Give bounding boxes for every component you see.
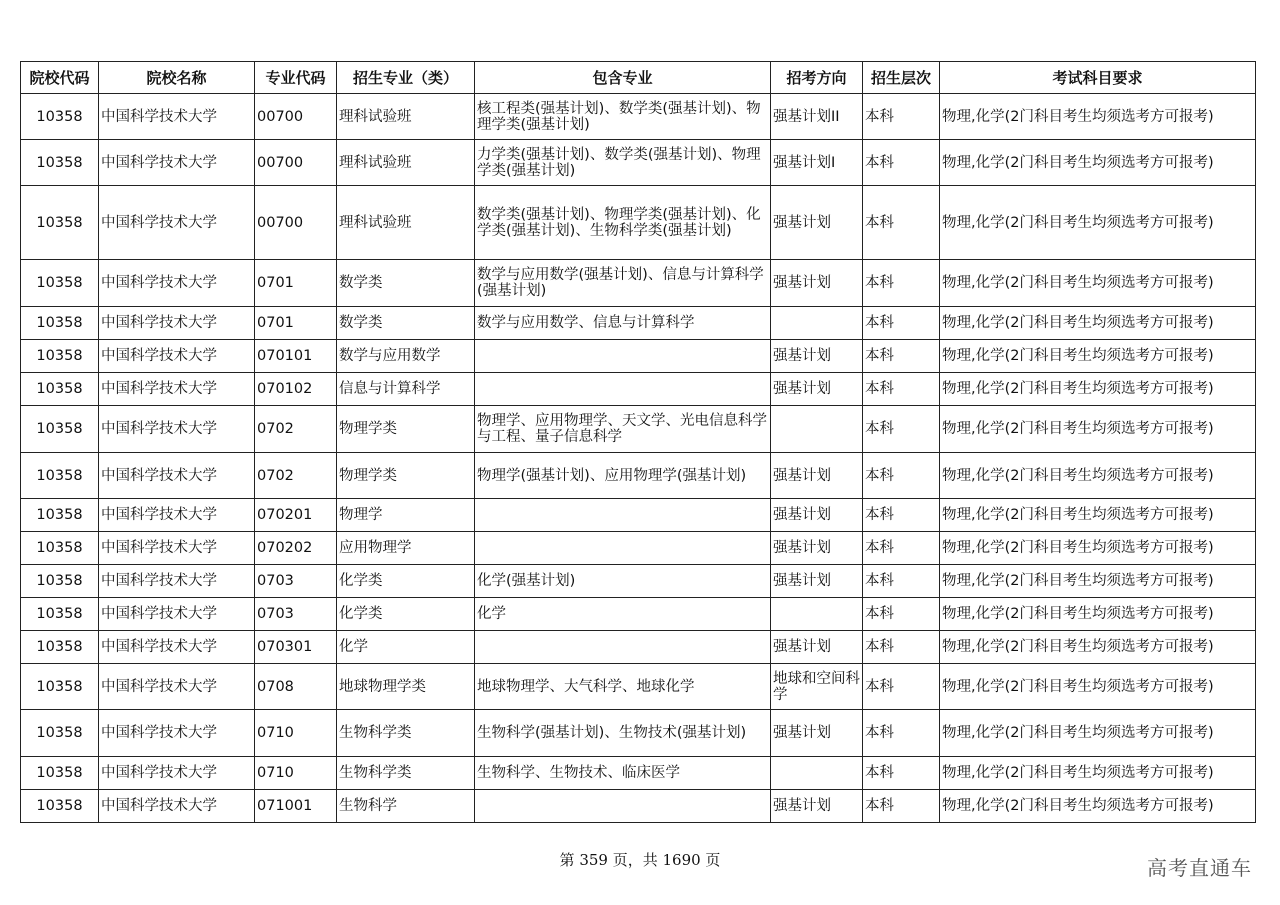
included-majors-cell: 数学与应用数学(强基计划)、信息与计算科学(强基计划) bbox=[475, 260, 771, 307]
major-name-cell: 数学与应用数学 bbox=[337, 340, 475, 373]
included-majors-cell bbox=[475, 631, 771, 664]
school-code-cell: 10358 bbox=[21, 757, 99, 790]
school-name-cell: 中国科学技术大学 bbox=[99, 790, 255, 823]
subject-requirement-cell: 物理,化学(2门科目考生均须选考方可报考) bbox=[940, 710, 1256, 757]
table-body bbox=[21, 94, 1256, 823]
school-name-cell: 中国科学技术大学 bbox=[99, 664, 255, 710]
major-code-cell: 070201 bbox=[255, 499, 337, 532]
school-code-cell: 10358 bbox=[21, 307, 99, 340]
table-row bbox=[21, 631, 1256, 664]
subject-requirement-cell: 物理,化学(2门科目考生均须选考方可报考) bbox=[940, 140, 1256, 186]
major-name-cell: 理科试验班 bbox=[337, 140, 475, 186]
included-majors-cell: 化学(强基计划) bbox=[475, 565, 771, 598]
table-row bbox=[21, 710, 1256, 757]
major-code-cell: 0701 bbox=[255, 260, 337, 307]
table-row bbox=[21, 260, 1256, 307]
school-code-cell: 10358 bbox=[21, 499, 99, 532]
major-code-cell: 070102 bbox=[255, 373, 337, 406]
school-name-cell: 中国科学技术大学 bbox=[99, 260, 255, 307]
direction-cell: 强基计划 bbox=[771, 186, 863, 260]
table-row bbox=[21, 186, 1256, 260]
level-cell: 本科 bbox=[863, 710, 940, 757]
major-name-cell: 化学 bbox=[337, 631, 475, 664]
subject-requirement-cell: 物理,化学(2门科目考生均须选考方可报考) bbox=[940, 790, 1256, 823]
major-code-cell: 0710 bbox=[255, 757, 337, 790]
major-name-cell: 物理学类 bbox=[337, 406, 475, 453]
major-code-cell: 0708 bbox=[255, 664, 337, 710]
school-code-cell: 10358 bbox=[21, 565, 99, 598]
level-cell: 本科 bbox=[863, 453, 940, 499]
school-name-cell: 中国科学技术大学 bbox=[99, 565, 255, 598]
col-header-included-majors: 包含专业 bbox=[475, 62, 771, 94]
major-code-cell: 070301 bbox=[255, 631, 337, 664]
school-code-cell: 10358 bbox=[21, 140, 99, 186]
school-code-cell: 10358 bbox=[21, 340, 99, 373]
table-row bbox=[21, 453, 1256, 499]
level-cell: 本科 bbox=[863, 340, 940, 373]
school-name-cell: 中国科学技术大学 bbox=[99, 340, 255, 373]
school-name-cell: 中国科学技术大学 bbox=[99, 94, 255, 140]
level-cell: 本科 bbox=[863, 94, 940, 140]
included-majors-cell: 物理学、应用物理学、天文学、光电信息科学与工程、量子信息科学 bbox=[475, 406, 771, 453]
level-cell: 本科 bbox=[863, 532, 940, 565]
direction-cell: 强基计划 bbox=[771, 499, 863, 532]
school-code-cell: 10358 bbox=[21, 373, 99, 406]
major-name-cell: 物理学类 bbox=[337, 453, 475, 499]
col-header-major: 招生专业（类） bbox=[337, 62, 475, 94]
direction-cell: 强基计划 bbox=[771, 453, 863, 499]
included-majors-cell bbox=[475, 373, 771, 406]
subject-requirement-cell: 物理,化学(2门科目考生均须选考方可报考) bbox=[940, 565, 1256, 598]
school-name-cell: 中国科学技术大学 bbox=[99, 406, 255, 453]
level-cell: 本科 bbox=[863, 499, 940, 532]
subject-requirement-cell: 物理,化学(2门科目考生均须选考方可报考) bbox=[940, 631, 1256, 664]
included-majors-cell: 核工程类(强基计划)、数学类(强基计划)、物理学类(强基计划) bbox=[475, 94, 771, 140]
major-name-cell: 生物科学类 bbox=[337, 710, 475, 757]
major-name-cell: 信息与计算科学 bbox=[337, 373, 475, 406]
admissions-table bbox=[20, 61, 1256, 823]
major-name-cell: 化学类 bbox=[337, 598, 475, 631]
included-majors-cell: 地球物理学、大气科学、地球化学 bbox=[475, 664, 771, 710]
included-majors-cell bbox=[475, 499, 771, 532]
level-cell: 本科 bbox=[863, 565, 940, 598]
school-name-cell: 中国科学技术大学 bbox=[99, 710, 255, 757]
major-name-cell: 理科试验班 bbox=[337, 186, 475, 260]
level-cell: 本科 bbox=[863, 140, 940, 186]
table-row bbox=[21, 790, 1256, 823]
level-cell: 本科 bbox=[863, 373, 940, 406]
school-code-cell: 10358 bbox=[21, 406, 99, 453]
table-row bbox=[21, 757, 1256, 790]
major-code-cell: 0702 bbox=[255, 406, 337, 453]
table-row bbox=[21, 340, 1256, 373]
col-header-school-name: 院校名称 bbox=[99, 62, 255, 94]
col-header-school-code: 院校代码 bbox=[21, 62, 99, 94]
subject-requirement-cell: 物理,化学(2门科目考生均须选考方可报考) bbox=[940, 453, 1256, 499]
direction-cell: 强基计划 bbox=[771, 532, 863, 565]
direction-cell: 强基计划 bbox=[771, 260, 863, 307]
major-name-cell: 生物科学类 bbox=[337, 757, 475, 790]
school-code-cell: 10358 bbox=[21, 260, 99, 307]
major-name-cell: 应用物理学 bbox=[337, 532, 475, 565]
table-row bbox=[21, 664, 1256, 710]
school-code-cell: 10358 bbox=[21, 453, 99, 499]
major-code-cell: 070101 bbox=[255, 340, 337, 373]
subject-requirement-cell: 物理,化学(2门科目考生均须选考方可报考) bbox=[940, 373, 1256, 406]
school-name-cell: 中国科学技术大学 bbox=[99, 140, 255, 186]
major-code-cell: 0710 bbox=[255, 710, 337, 757]
level-cell: 本科 bbox=[863, 664, 940, 710]
school-name-cell: 中国科学技术大学 bbox=[99, 757, 255, 790]
included-majors-cell bbox=[475, 790, 771, 823]
subject-requirement-cell: 物理,化学(2门科目考生均须选考方可报考) bbox=[940, 532, 1256, 565]
major-code-cell: 00700 bbox=[255, 94, 337, 140]
included-majors-cell: 数学与应用数学、信息与计算科学 bbox=[475, 307, 771, 340]
col-header-level: 招生层次 bbox=[863, 62, 940, 94]
included-majors-cell: 物理学(强基计划)、应用物理学(强基计划) bbox=[475, 453, 771, 499]
school-code-cell: 10358 bbox=[21, 790, 99, 823]
level-cell: 本科 bbox=[863, 260, 940, 307]
school-code-cell: 10358 bbox=[21, 710, 99, 757]
header-row bbox=[21, 62, 1256, 94]
subject-requirement-cell: 物理,化学(2门科目考生均须选考方可报考) bbox=[940, 598, 1256, 631]
table-row bbox=[21, 94, 1256, 140]
included-majors-cell: 数学类(强基计划)、物理学类(强基计划)、化学类(强基计划)、生物科学类(强基计划) bbox=[475, 186, 771, 260]
direction-cell: 强基计划 bbox=[771, 790, 863, 823]
major-code-cell: 070202 bbox=[255, 532, 337, 565]
major-code-cell: 0702 bbox=[255, 453, 337, 499]
col-header-direction: 招考方向 bbox=[771, 62, 863, 94]
direction-cell bbox=[771, 307, 863, 340]
major-name-cell: 生物科学 bbox=[337, 790, 475, 823]
direction-cell: 强基计划II bbox=[771, 94, 863, 140]
major-name-cell: 地球物理学类 bbox=[337, 664, 475, 710]
direction-cell bbox=[771, 406, 863, 453]
major-code-cell: 0703 bbox=[255, 598, 337, 631]
level-cell: 本科 bbox=[863, 631, 940, 664]
direction-cell: 强基计划I bbox=[771, 140, 863, 186]
included-majors-cell bbox=[475, 340, 771, 373]
school-code-cell: 10358 bbox=[21, 664, 99, 710]
subject-requirement-cell: 物理,化学(2门科目考生均须选考方可报考) bbox=[940, 307, 1256, 340]
school-code-cell: 10358 bbox=[21, 94, 99, 140]
page-number: 第 359 页，共 1690 页 bbox=[559, 851, 721, 869]
subject-requirement-cell: 物理,化学(2门科目考生均须选考方可报考) bbox=[940, 94, 1256, 140]
subject-requirement-cell: 物理,化学(2门科目考生均须选考方可报考) bbox=[940, 186, 1256, 260]
direction-cell: 强基计划 bbox=[771, 565, 863, 598]
major-name-cell: 物理学 bbox=[337, 499, 475, 532]
col-header-subject-requirement: 考试科目要求 bbox=[940, 62, 1256, 94]
direction-cell bbox=[771, 757, 863, 790]
direction-cell: 强基计划 bbox=[771, 373, 863, 406]
major-name-cell: 数学类 bbox=[337, 307, 475, 340]
school-name-cell: 中国科学技术大学 bbox=[99, 598, 255, 631]
table-row bbox=[21, 499, 1256, 532]
table-row bbox=[21, 373, 1256, 406]
subject-requirement-cell: 物理,化学(2门科目考生均须选考方可报考) bbox=[940, 499, 1256, 532]
subject-requirement-cell: 物理,化学(2门科目考生均须选考方可报考) bbox=[940, 757, 1256, 790]
school-name-cell: 中国科学技术大学 bbox=[99, 373, 255, 406]
direction-cell: 地球和空间科学 bbox=[771, 664, 863, 710]
school-name-cell: 中国科学技术大学 bbox=[99, 453, 255, 499]
school-name-cell: 中国科学技术大学 bbox=[99, 631, 255, 664]
col-header-major-code: 专业代码 bbox=[255, 62, 337, 94]
included-majors-cell: 力学类(强基计划)、数学类(强基计划)、物理学类(强基计划) bbox=[475, 140, 771, 186]
included-majors-cell: 化学 bbox=[475, 598, 771, 631]
direction-cell: 强基计划 bbox=[771, 340, 863, 373]
school-name-cell: 中国科学技术大学 bbox=[99, 307, 255, 340]
level-cell: 本科 bbox=[863, 790, 940, 823]
school-name-cell: 中国科学技术大学 bbox=[99, 499, 255, 532]
school-code-cell: 10358 bbox=[21, 631, 99, 664]
subject-requirement-cell: 物理,化学(2门科目考生均须选考方可报考) bbox=[940, 406, 1256, 453]
major-code-cell: 0703 bbox=[255, 565, 337, 598]
school-name-cell: 中国科学技术大学 bbox=[99, 532, 255, 565]
major-code-cell: 0701 bbox=[255, 307, 337, 340]
school-code-cell: 10358 bbox=[21, 532, 99, 565]
major-name-cell: 化学类 bbox=[337, 565, 475, 598]
table-row bbox=[21, 140, 1256, 186]
table-row bbox=[21, 598, 1256, 631]
included-majors-cell bbox=[475, 532, 771, 565]
table-row bbox=[21, 307, 1256, 340]
direction-cell: 强基计划 bbox=[771, 631, 863, 664]
table-row bbox=[21, 565, 1256, 598]
table-row bbox=[21, 406, 1256, 453]
subject-requirement-cell: 物理,化学(2门科目考生均须选考方可报考) bbox=[940, 664, 1256, 710]
major-code-cell: 00700 bbox=[255, 140, 337, 186]
level-cell: 本科 bbox=[863, 186, 940, 260]
major-code-cell: 00700 bbox=[255, 186, 337, 260]
table-row bbox=[21, 532, 1256, 565]
level-cell: 本科 bbox=[863, 757, 940, 790]
subject-requirement-cell: 物理,化学(2门科目考生均须选考方可报考) bbox=[940, 340, 1256, 373]
direction-cell bbox=[771, 598, 863, 631]
level-cell: 本科 bbox=[863, 406, 940, 453]
school-code-cell: 10358 bbox=[21, 186, 99, 260]
major-code-cell: 071001 bbox=[255, 790, 337, 823]
major-name-cell: 理科试验班 bbox=[337, 94, 475, 140]
subject-requirement-cell: 物理,化学(2门科目考生均须选考方可报考) bbox=[940, 260, 1256, 307]
level-cell: 本科 bbox=[863, 598, 940, 631]
watermark: 高考直通车 bbox=[1147, 856, 1252, 880]
level-cell: 本科 bbox=[863, 307, 940, 340]
major-name-cell: 数学类 bbox=[337, 260, 475, 307]
included-majors-cell: 生物科学(强基计划)、生物技术(强基计划) bbox=[475, 710, 771, 757]
direction-cell: 强基计划 bbox=[771, 710, 863, 757]
school-name-cell: 中国科学技术大学 bbox=[99, 186, 255, 260]
school-code-cell: 10358 bbox=[21, 598, 99, 631]
included-majors-cell: 生物科学、生物技术、临床医学 bbox=[475, 757, 771, 790]
